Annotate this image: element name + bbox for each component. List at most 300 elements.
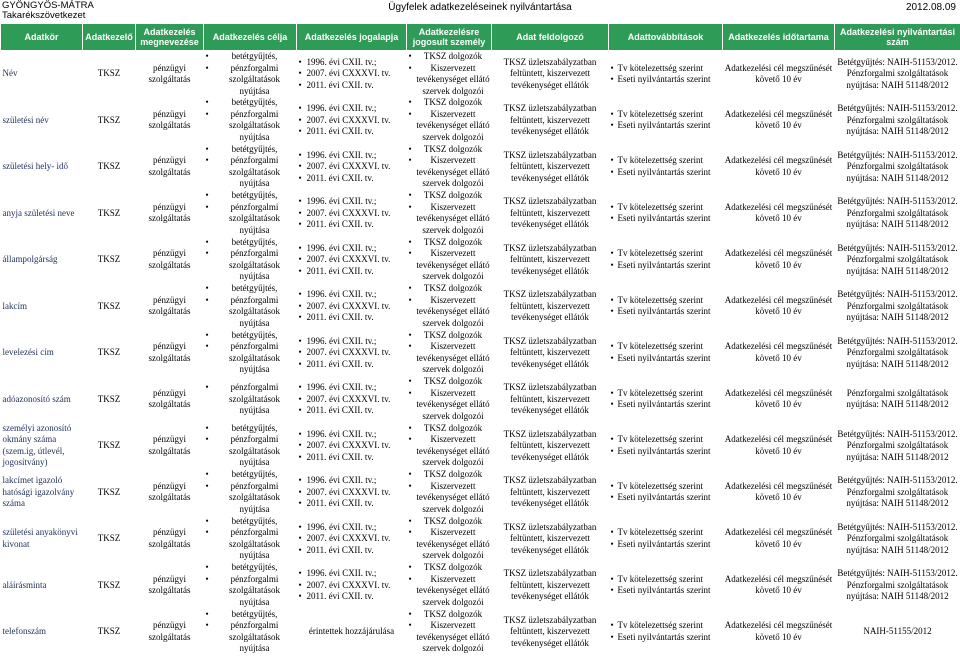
- legal-basis-item: • 1996. évi CXII. tv.;: [298, 382, 406, 394]
- data-transfer-item: • Eseti nyilvántartás szerint: [610, 492, 722, 504]
- purpose-list: [205, 516, 296, 562]
- legal-basis-item: • 2007. évi CXXXVI. tv.: [298, 68, 406, 80]
- purpose-cell: [204, 562, 297, 609]
- purpose-cell: [204, 376, 297, 423]
- registry-number-cell: [835, 423, 960, 470]
- legal-basis-list: [298, 196, 406, 231]
- purpose-item: • betétgyűjtés,: [205, 330, 296, 342]
- authorized-person-item: • Kiszervezett tevékenységet ellátó szervek dolgozói: [408, 109, 491, 144]
- table-row: [1, 190, 960, 237]
- authorized-person-list: [408, 376, 491, 422]
- registry-number-cell: [835, 97, 960, 144]
- legal-basis-cell: [297, 144, 407, 191]
- purpose-list: [205, 51, 296, 97]
- authorized-person-item: • TKSZ dolgozók: [408, 423, 491, 435]
- controller-cell: [83, 423, 136, 470]
- organization-line-2: Takarékszövetkezet: [2, 10, 86, 21]
- data-processor: TKSZ üzletszabályzatban feltüntett, kiszervezett tevékenységet ellátók: [503, 56, 597, 90]
- authorized-person-cell: [407, 516, 492, 563]
- data-category-cell: [1, 190, 83, 237]
- table-header-row: [1, 24, 960, 51]
- controller-cell: [83, 376, 136, 423]
- authorized-person-item: • Kiszervezett tevékenységet ellátó szervek dolgozói: [408, 341, 491, 376]
- data-processor-cell: [492, 516, 609, 563]
- authorized-person-list: [408, 516, 491, 562]
- retention-period: Adatkezelési cél megszűnését követő 10 év: [724, 248, 833, 270]
- data-transfer-item: • Tv kötelezettség szerint: [610, 155, 722, 167]
- purpose-item: • pénzforgalmi szolgáltatások nyújtása: [205, 295, 296, 330]
- data-transfer-cell: [609, 562, 723, 609]
- registry-number-cell: [835, 283, 960, 330]
- data-transfer-list: [610, 620, 722, 643]
- data-category-cell: [1, 609, 83, 656]
- column-header: Adatkezelési nyilvántartási szám: [835, 24, 960, 51]
- legal-basis-list: [298, 382, 406, 417]
- data-category-cell: [1, 144, 83, 191]
- data-transfer-item: • Tv kötelezettség szerint: [610, 341, 722, 353]
- authorized-person-cell: [407, 330, 492, 377]
- processing-name-cell: [136, 469, 204, 516]
- authorized-person-list: [408, 97, 491, 143]
- processing-name-cell: [136, 190, 204, 237]
- data-processor-cell: [492, 469, 609, 516]
- purpose-item: • betétgyűjtés,: [205, 97, 296, 109]
- data-processor: TKSZ üzletszabályzatban feltüntett, kiszervezett tevékenységet ellátók: [503, 242, 597, 276]
- data-processor: TKSZ üzletszabályzatban feltüntett, kiszervezett tevékenységet ellátók: [503, 335, 597, 369]
- data-category-cell: [1, 97, 83, 144]
- controller-cell: [83, 516, 136, 563]
- registry-number-cell: [835, 51, 960, 98]
- data-processor: TKSZ üzletszabályzatban feltüntett, kiszervezett tevékenységet ellátók: [503, 196, 597, 229]
- legal-basis-item: • 2011. évi CXII. tv.: [298, 173, 406, 185]
- legal-basis-item: • 2007. évi CXXXVI. tv.: [298, 208, 406, 220]
- legal-basis-item: • 1996. évi CXII. tv.;: [298, 103, 406, 115]
- controller: TKSZ: [97, 626, 121, 636]
- legal-basis-item: • 2007. évi CXXXVI. tv.: [298, 394, 406, 406]
- authorized-person-cell: [407, 190, 492, 237]
- data-transfer-list: [610, 63, 722, 86]
- legal-basis-item: • 1996. évi CXII. tv.;: [298, 150, 406, 162]
- data-processor: TKSZ üzletszabályzatban feltüntett, kiszervezett tevékenységet ellátók: [503, 103, 597, 136]
- data-category: születési hely- idő: [2, 161, 68, 171]
- retention-period-cell: [723, 609, 835, 656]
- purpose-item: • pénzforgalmi szolgáltatások nyújtása: [205, 527, 296, 562]
- purpose-item: • pénzforgalmi szolgáltatások nyújtása: [205, 248, 296, 283]
- legal-basis-item: • 1996. évi CXII. tv.;: [298, 568, 406, 580]
- data-transfer-list: [610, 109, 722, 132]
- processing-name: pénzügyi szolgáltatás: [148, 248, 191, 270]
- processing-name-cell: [136, 609, 204, 656]
- retention-period-cell: [723, 376, 835, 423]
- purpose-list: [205, 97, 296, 143]
- data-transfer-item: • Eseti nyilvántartás szerint: [610, 260, 722, 272]
- table-row: [1, 283, 960, 330]
- table-row: [1, 97, 960, 144]
- data-processor: TKSZ üzletszabályzatban feltüntett, kiszervezett tevékenységet ellátók: [503, 568, 597, 601]
- data-category: állampolgárság: [2, 254, 58, 264]
- legal-basis-list: [298, 289, 406, 324]
- purpose-item: • pénzforgalmi szolgáltatások nyújtása: [205, 574, 296, 609]
- purpose-list: [205, 144, 296, 190]
- registry-number: Betétgyűjtés: NAIH-51153/2012. Pénzforgalmi szolgáltatások nyújtása: NAIH 51148/2012: [837, 428, 958, 462]
- legal-basis-cell: [297, 423, 407, 470]
- processing-name-cell: [136, 283, 204, 330]
- data-transfer-item: • Tv kötelezettség szerint: [610, 481, 722, 493]
- data-transfer-item: • Eseti nyilvántartás szerint: [610, 74, 722, 86]
- legal-basis-item: • 1996. évi CXII. tv.;: [298, 522, 406, 534]
- legal-basis-item: • 1996. évi CXII. tv.;: [298, 429, 406, 441]
- legal-basis-list: [298, 150, 406, 185]
- authorized-person-list: [408, 190, 491, 236]
- legal-basis-item: • 2007. évi CXXXVI. tv.: [298, 115, 406, 127]
- data-transfer-list: [610, 341, 722, 364]
- data-processor-cell: [492, 97, 609, 144]
- purpose-list: [205, 382, 296, 417]
- authorized-person-item: • TKSZ dolgozók: [408, 237, 491, 249]
- data-processor: TKSZ üzletszabályzatban feltüntett, kiszervezett tevékenységet ellátók: [503, 614, 597, 648]
- legal-basis-list: [298, 568, 406, 603]
- processing-name: pénzügyi szolgáltatás: [148, 387, 191, 410]
- authorized-person-item: • Kiszervezett tevékenységet ellátó szervek dolgozói: [408, 620, 491, 655]
- purpose-item: • pénzforgalmi szolgáltatások nyújtása: [205, 109, 296, 144]
- data-category: aláírásminta: [2, 579, 47, 590]
- data-category: személyi azonosító okmány száma (szem.ig, útlevél, jogosítvány): [2, 422, 72, 468]
- table-row: [1, 469, 960, 516]
- retention-period-cell: [723, 190, 835, 237]
- column-header: Adatkezelés célja: [204, 24, 297, 51]
- purpose-cell: [204, 283, 297, 330]
- data-transfer-item: • Tv kötelezettség szerint: [610, 620, 722, 632]
- processing-name: pénzügyi szolgáltatás: [148, 201, 191, 224]
- registry-number: Pénzforgalmi szolgáltatások nyújtása: NAIH 51148/2012: [846, 387, 949, 410]
- authorized-person-item: • Kiszervezett tevékenységet ellátó szervek dolgozói: [408, 63, 491, 98]
- purpose-list: [205, 190, 296, 236]
- controller: TKSZ: [97, 486, 121, 497]
- data-transfer-cell: [609, 283, 723, 330]
- legal-basis-item: • 2011. évi CXII. tv.: [298, 405, 406, 417]
- retention-period: Adatkezelési cél megszűnését követő 10 év: [724, 387, 833, 410]
- column-header: Adat feldolgozó: [492, 24, 609, 51]
- processing-name: pénzügyi szolgáltatás: [148, 527, 191, 549]
- data-transfer-cell: [609, 469, 723, 516]
- purpose-item: • pénzforgalmi szolgáltatások nyújtása: [205, 155, 296, 190]
- document-title: Ügyfelek adatkezeléseinek nyilvántartása: [388, 2, 572, 13]
- data-transfer-item: • Eseti nyilvántartás szerint: [610, 167, 722, 179]
- legal-basis-item: • 2007. évi CXXXVI. tv.: [298, 580, 406, 592]
- purpose-cell: [204, 330, 297, 377]
- data-transfer-cell: [609, 190, 723, 237]
- data-category: anyja születési neve: [2, 207, 75, 218]
- purpose-item: • pénzforgalmi szolgáltatások nyújtása: [205, 434, 296, 469]
- processing-name-cell: [136, 237, 204, 284]
- authorized-person-item: • TKSZ dolgozók: [408, 562, 491, 574]
- column-header: Adatkezelés jogalapja: [297, 24, 407, 51]
- registry-number: Betétgyűjtés: NAIH-51153/2012. Pénzforgalmi szolgáltatások nyújtása: NAIH 51148/2012: [837, 335, 958, 369]
- processing-name-cell: [136, 51, 204, 98]
- data-processor-cell: [492, 423, 609, 470]
- data-transfer-cell: [609, 51, 723, 98]
- purpose-list: [205, 283, 296, 329]
- processing-name-cell: [136, 562, 204, 609]
- purpose-item: • betétgyűjtés,: [205, 469, 296, 481]
- authorized-person-item: • Kiszervezett tevékenységet ellátó szervek dolgozói: [408, 481, 491, 516]
- authorized-person-cell: [407, 97, 492, 144]
- registry-number: Betétgyűjtés: NAIH-51153/2012. Pénzforgalmi szolgáltatások nyújtása: NAIH 51148/2012: [837, 289, 958, 322]
- purpose-cell: [204, 609, 297, 656]
- legal-basis-cell: [297, 516, 407, 563]
- retention-period-cell: [723, 423, 835, 470]
- authorized-person-item: • TKSZ dolgozók: [408, 516, 491, 528]
- purpose-cell: [204, 469, 297, 516]
- data-transfer-item: • Tv kötelezettség szerint: [610, 248, 722, 260]
- column-header: Adatkör: [1, 24, 83, 51]
- purpose-list: [205, 469, 296, 515]
- data-category-cell: [1, 562, 83, 609]
- legal-basis-item: • 2011. évi CXII. tv.: [298, 312, 406, 324]
- table-row: [1, 423, 960, 470]
- data-transfer-item: • Tv kötelezettség szerint: [610, 202, 722, 214]
- data-processor-cell: [492, 144, 609, 191]
- controller: TKSZ: [97, 579, 121, 590]
- authorized-person-cell: [407, 469, 492, 516]
- column-header: Adatkezelésre jogosult személy: [407, 24, 492, 51]
- legal-basis-cell: [297, 237, 407, 284]
- controller: TKSZ: [97, 300, 121, 311]
- authorized-person-cell: [407, 376, 492, 423]
- purpose-item: • betétgyűjtés,: [205, 516, 296, 528]
- authorized-person-item: • TKSZ dolgozók: [408, 144, 491, 156]
- data-processor: TKSZ üzletszabályzatban feltüntett, kiszervezett tevékenységet ellátók: [503, 475, 597, 508]
- controller: TKSZ: [97, 393, 121, 404]
- authorized-person-list: [408, 51, 491, 97]
- purpose-item: • pénzforgalmi szolgáltatások nyújtása: [205, 63, 296, 98]
- processing-name-cell: [136, 330, 204, 377]
- legal-basis-list: [298, 336, 406, 371]
- retention-period: Adatkezelési cél megszűnését követő 10 év: [724, 527, 833, 549]
- data-transfer-cell: [609, 516, 723, 563]
- data-processor-cell: [492, 562, 609, 609]
- registry-number-cell: [835, 562, 960, 609]
- processing-name: pénzügyi szolgáltatás: [148, 108, 191, 131]
- data-transfer-item: • Eseti nyilvántartás szerint: [610, 585, 722, 597]
- registry-number: Betétgyűjtés: NAIH-51153/2012. Pénzforgalmi szolgáltatások nyújtása: NAIH 51148/2012: [837, 149, 958, 183]
- purpose-cell: [204, 51, 297, 98]
- data-transfer-item: • Eseti nyilvántartás szerint: [610, 539, 722, 551]
- legal-basis-item: • 2007. évi CXXXVI. tv.: [298, 254, 406, 266]
- data-category: születési név: [2, 114, 49, 125]
- retention-period-cell: [723, 330, 835, 377]
- authorized-person-item: • TKSZ dolgozók: [408, 190, 491, 202]
- data-transfer-list: [610, 434, 722, 457]
- data-category: lakcímet igazoló hatósági igazolvány száma: [2, 475, 75, 508]
- authorized-person-list: [408, 237, 491, 283]
- retention-period: Adatkezelési cél megszűnését követő 10 év: [724, 155, 833, 177]
- controller-cell: [83, 144, 136, 191]
- authorized-person-cell: [407, 283, 492, 330]
- purpose-item: • pénzforgalmi szolgáltatások nyújtása: [205, 382, 296, 417]
- retention-period: Adatkezelési cél megszűnését követő 10 év: [724, 62, 833, 84]
- retention-period-cell: [723, 97, 835, 144]
- table-row: [1, 562, 960, 609]
- legal-basis-item: • 2011. évi CXII. tv.: [298, 452, 406, 464]
- legal-basis-item: • 2011. évi CXII. tv.: [298, 591, 406, 603]
- purpose-item: • pénzforgalmi szolgáltatások nyújtása: [205, 620, 296, 655]
- legal-basis-item: • 2007. évi CXXXVI. tv.: [298, 533, 406, 545]
- data-transfer-list: [610, 295, 722, 318]
- processing-name: pénzügyi szolgáltatás: [148, 573, 191, 596]
- authorized-person-cell: [407, 144, 492, 191]
- processing-name: pénzügyi szolgáltatás: [148, 620, 191, 642]
- legal-basis-list: [298, 429, 406, 464]
- data-transfer-list: [610, 388, 722, 411]
- data-processor-cell: [492, 609, 609, 656]
- data-transfer-item: • Eseti nyilvántartás szerint: [610, 120, 722, 132]
- retention-period: Adatkezelési cél megszűnését követő 10 év: [724, 480, 833, 503]
- controller: TKSZ: [97, 114, 121, 125]
- controller-cell: [83, 97, 136, 144]
- data-transfer-item: • Eseti nyilvántartás szerint: [610, 399, 722, 411]
- data-processor-cell: [492, 237, 609, 284]
- data-transfer-item: • Tv kötelezettség szerint: [610, 295, 722, 307]
- table-row: [1, 144, 960, 191]
- table-body: [1, 51, 960, 656]
- processing-name: pénzügyi szolgáltatás: [148, 480, 191, 503]
- retention-period-cell: [723, 51, 835, 98]
- controller-cell: [83, 237, 136, 284]
- data-category-cell: [1, 423, 83, 470]
- data-transfer-item: • Eseti nyilvántartás szerint: [610, 446, 722, 458]
- purpose-item: • betétgyűjtés,: [205, 144, 296, 156]
- controller-cell: [83, 190, 136, 237]
- data-category-cell: [1, 330, 83, 377]
- controller-cell: [83, 469, 136, 516]
- legal-basis-item: • 2011. évi CXII. tv.: [298, 359, 406, 371]
- data-transfer-item: • Eseti nyilvántartás szerint: [610, 213, 722, 225]
- column-header: Adatkezelő: [83, 24, 136, 51]
- purpose-item: • betétgyűjtés,: [205, 562, 296, 574]
- purpose-item: • betétgyűjtés,: [205, 190, 296, 202]
- authorized-person-list: [408, 330, 491, 376]
- data-transfer-list: [610, 248, 722, 271]
- processing-name: pénzügyi szolgáltatás: [148, 155, 191, 177]
- data-transfer-list: [610, 527, 722, 550]
- data-transfer-item: • Tv kötelezettség szerint: [610, 527, 722, 539]
- authorized-person-item: • Kiszervezett tevékenységet ellátó szervek dolgozói: [408, 248, 491, 283]
- data-transfer-list: [610, 155, 722, 178]
- controller: TKSZ: [97, 207, 121, 218]
- processing-name: pénzügyi szolgáltatás: [148, 62, 191, 84]
- controller-cell: [83, 330, 136, 377]
- purpose-item: • betétgyűjtés,: [205, 237, 296, 249]
- legal-basis-cell: [297, 51, 407, 98]
- legal-basis-list: [298, 243, 406, 278]
- retention-period: Adatkezelési cél megszűnését követő 10 év: [724, 434, 833, 456]
- retention-period: Adatkezelési cél megszűnését követő 10 év: [724, 201, 833, 224]
- controller-cell: [83, 562, 136, 609]
- legal-basis-item: • 2007. évi CXXXVI. tv.: [298, 487, 406, 499]
- authorized-person-item: • TKSZ dolgozók: [408, 609, 491, 621]
- registry-number-cell: [835, 469, 960, 516]
- legal-basis-cell: [297, 283, 407, 330]
- processing-name-cell: [136, 144, 204, 191]
- controller: TKSZ: [97, 254, 121, 264]
- data-category-cell: [1, 376, 83, 423]
- data-transfer-cell: [609, 237, 723, 284]
- legal-basis: érintettek hozzájárulása: [308, 626, 395, 636]
- table-row: [1, 330, 960, 377]
- controller: TKSZ: [97, 440, 121, 450]
- legal-basis-cell: [297, 97, 407, 144]
- data-transfer-item: • Eseti nyilvántartás szerint: [610, 306, 722, 318]
- purpose-cell: [204, 144, 297, 191]
- data-category-cell: [1, 51, 83, 98]
- purpose-cell: [204, 190, 297, 237]
- data-category: Név: [2, 68, 18, 79]
- data-transfer-cell: [609, 144, 723, 191]
- purpose-item: • pénzforgalmi szolgáltatások nyújtása: [205, 481, 296, 516]
- legal-basis-cell: [297, 330, 407, 377]
- processing-name-cell: [136, 97, 204, 144]
- retention-period-cell: [723, 562, 835, 609]
- registry-number-cell: [835, 330, 960, 377]
- data-transfer-cell: [609, 423, 723, 470]
- legal-basis-item: • 2011. évi CXII. tv.: [298, 126, 406, 138]
- data-processor: TKSZ üzletszabályzatban feltüntett, kiszervezett tevékenységet ellátók: [503, 149, 597, 183]
- authorized-person-item: • Kiszervezett tevékenységet ellátó szervek dolgozói: [408, 202, 491, 237]
- data-category: levelezési cím: [2, 347, 54, 357]
- purpose-list: [205, 237, 296, 283]
- table-row: [1, 516, 960, 563]
- purpose-cell: [204, 97, 297, 144]
- authorized-person-item: • Kiszervezett tevékenységet ellátó szervek dolgozói: [408, 434, 491, 469]
- legal-basis-item: • 1996. évi CXII. tv.;: [298, 289, 406, 301]
- authorized-person-list: [408, 283, 491, 329]
- authorized-person-cell: [407, 237, 492, 284]
- data-transfer-item: • Tv kötelezettség szerint: [610, 434, 722, 446]
- legal-basis-list: [298, 57, 406, 92]
- registry-number: NAIH-51155/2012: [863, 626, 932, 636]
- controller: TKSZ: [97, 161, 121, 171]
- registry-number: Betétgyűjtés: NAIH-51153/2012. Pénzforgalmi szolgáltatások nyújtása: NAIH 51148/2012: [837, 521, 958, 555]
- controller-cell: [83, 283, 136, 330]
- legal-basis-item: • 1996. évi CXII. tv.;: [298, 336, 406, 348]
- processing-name: pénzügyi szolgáltatás: [148, 294, 191, 317]
- data-transfer-item: • Tv kötelezettség szerint: [610, 63, 722, 75]
- registry-number: Betétgyűjtés: NAIH-51153/2012. Pénzforgalmi szolgáltatások nyújtása: NAIH 51148/2012: [837, 56, 958, 90]
- processing-name-cell: [136, 423, 204, 470]
- retention-period: Adatkezelési cél megszűnését követő 10 év: [724, 341, 833, 363]
- authorized-person-cell: [407, 562, 492, 609]
- authorized-person-item: • Kiszervezett tevékenységet ellátó szervek dolgozói: [408, 388, 491, 423]
- registry-number-cell: [835, 190, 960, 237]
- data-transfer-cell: [609, 97, 723, 144]
- legal-basis-item: • 2011. évi CXII. tv.: [298, 498, 406, 510]
- registry-number-cell: [835, 609, 960, 656]
- legal-basis-item: • 2007. évi CXXXVI. tv.: [298, 347, 406, 359]
- table-row: [1, 237, 960, 284]
- purpose-list: [205, 562, 296, 608]
- retention-period-cell: [723, 516, 835, 563]
- authorized-person-cell: [407, 423, 492, 470]
- legal-basis-item: • 2011. évi CXII. tv.: [298, 219, 406, 231]
- authorized-person-list: [408, 469, 491, 515]
- authorized-person-item: • TKSZ dolgozók: [408, 51, 491, 63]
- data-processor: TKSZ üzletszabályzatban feltüntett, kiszervezett tevékenységet ellátók: [503, 289, 597, 322]
- organization-line-1: GYÖNGYÖS-MÁTRA: [2, 0, 94, 11]
- table-row: [1, 51, 960, 98]
- registry-number: Betétgyűjtés: NAIH-51153/2012. Pénzforgalmi szolgáltatások nyújtása: NAIH 51148/2012: [837, 568, 958, 601]
- data-processor: TKSZ üzletszabályzatban feltüntett, kiszervezett tevékenységet ellátók: [503, 382, 597, 415]
